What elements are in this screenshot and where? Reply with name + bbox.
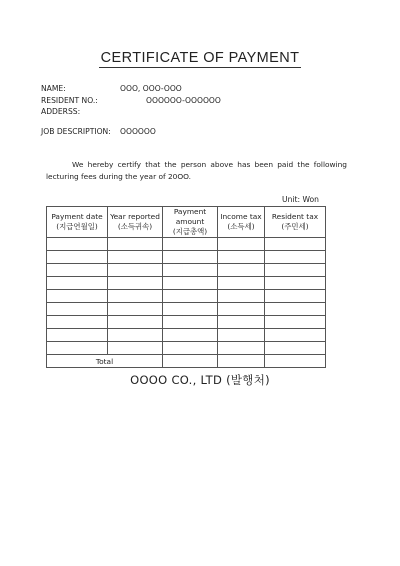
table-row — [47, 238, 326, 251]
table-cell — [265, 342, 326, 355]
table-cell — [108, 342, 163, 355]
table-cell — [265, 290, 326, 303]
table-cell — [108, 264, 163, 277]
table-cell — [47, 329, 108, 342]
table-header-row — [47, 207, 326, 238]
table-cell — [47, 277, 108, 290]
name-value: OOO, OOO-OOO — [120, 84, 182, 93]
table-row — [47, 303, 326, 316]
payment-table — [46, 206, 326, 368]
header-income-tax: Income tax (소득세) — [218, 207, 265, 238]
job-description-label: JOB DESCRIPTION: — [41, 127, 111, 136]
table-row — [47, 342, 326, 355]
table-cell — [47, 316, 108, 329]
table-cell — [218, 342, 265, 355]
table-cell — [218, 290, 265, 303]
table-cell — [218, 251, 265, 264]
table-row — [47, 316, 326, 329]
table-cell — [108, 316, 163, 329]
table-cell — [163, 303, 218, 316]
name-label: NAME: — [41, 84, 66, 93]
header-resident-tax: Resident tax (주민세) — [265, 207, 326, 238]
table-cell — [163, 264, 218, 277]
table-row — [47, 329, 326, 342]
table-cell — [108, 303, 163, 316]
table-cell — [108, 238, 163, 251]
table-cell — [163, 329, 218, 342]
table-cell — [218, 329, 265, 342]
document-title: CERTIFICATE OF PAYMENT — [100, 50, 300, 66]
table-cell — [47, 303, 108, 316]
table-cell — [265, 264, 326, 277]
table-cell — [218, 264, 265, 277]
header-payment-amount: Payment amount (지급총액) — [163, 207, 218, 238]
table-cell — [218, 303, 265, 316]
table-cell — [265, 316, 326, 329]
table-cell — [265, 238, 326, 251]
table-cell — [108, 277, 163, 290]
total-label: Total — [47, 355, 163, 368]
table-cell — [163, 290, 218, 303]
header-payment-date: Payment date (지급연월일) — [47, 207, 108, 238]
table-cell — [265, 355, 326, 368]
table-cell — [265, 303, 326, 316]
table-total-row — [47, 355, 326, 368]
table-cell — [218, 238, 265, 251]
table-cell — [108, 251, 163, 264]
table-cell — [265, 329, 326, 342]
table-cell — [47, 264, 108, 277]
table-cell — [218, 316, 265, 329]
table-cell — [218, 355, 265, 368]
table-cell — [163, 342, 218, 355]
table-cell — [218, 277, 265, 290]
table-row — [47, 290, 326, 303]
table-cell — [47, 342, 108, 355]
table-cell — [265, 251, 326, 264]
table-cell — [47, 251, 108, 264]
table-cell — [163, 277, 218, 290]
table-row — [47, 251, 326, 264]
table-cell — [47, 238, 108, 251]
resident-no-value: OOOOOO-OOOOOO — [146, 96, 221, 105]
unit-label: Unit: Won — [282, 195, 319, 204]
table-cell — [108, 290, 163, 303]
issuing-company: OOOO CO., LTD (발행처) — [130, 373, 270, 387]
table-row — [47, 264, 326, 277]
certification-text: We hereby certify that the person above has been paid the following lecturing fees during the year of 20OO. — [46, 160, 347, 181]
table-cell — [163, 251, 218, 264]
header-year-reported: Year reported (소득귀속) — [108, 207, 163, 238]
address-label: ADDERSS: — [41, 107, 81, 116]
table-cell — [163, 316, 218, 329]
table-row — [47, 277, 326, 290]
resident-no-label: RESIDENT NO.: — [41, 96, 98, 105]
table-cell — [108, 329, 163, 342]
table-cell — [265, 277, 326, 290]
job-description-value: OOOOOO — [120, 127, 156, 136]
table-cell — [163, 238, 218, 251]
table-cell — [163, 355, 218, 368]
table-cell — [47, 290, 108, 303]
